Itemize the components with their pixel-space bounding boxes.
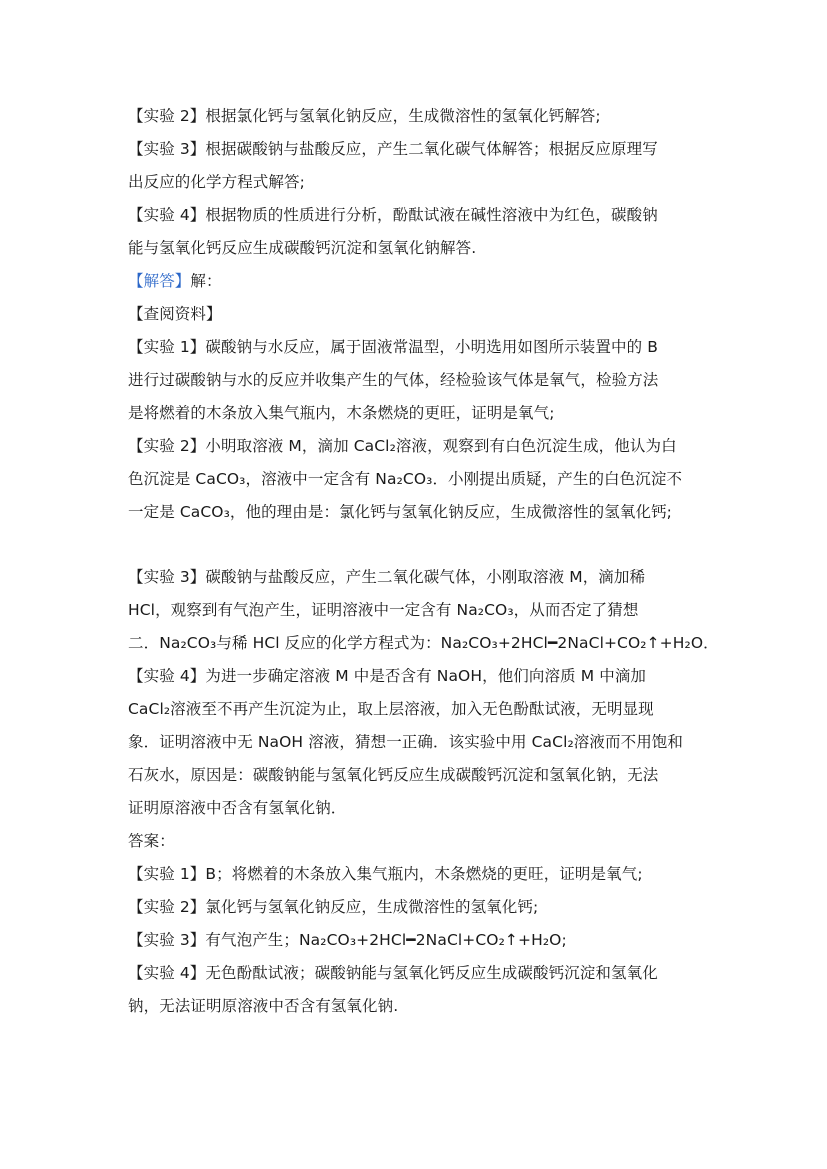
text-line: 【实验 2】氯化钙与氢氧化钠反应，生成微溶性的氢氧化钙;: [128, 898, 539, 916]
text-line: 色沉淀是 CaCO₃，溶液中一定含有 Na₂CO₃．小刚提出质疑，产生的白色沉淀不: [128, 470, 683, 488]
text-line: 【实验 4】根据物质的性质进行分析，酚酞试液在碱性溶液中为红色，碳酸钠: [128, 206, 658, 224]
text-line: CaCl₂溶液至不再产生沉淀为止，取上层溶液，加入无色酚酞试液，无明显现: [128, 700, 654, 718]
text-line: 石灰水，原因是：碳酸钠能与氢氧化钙反应生成碳酸钙沉淀和氢氧化钠，无法: [128, 766, 659, 784]
text-line: 【实验 4】无色酚酞试液；碳酸钠能与氢氧化钙反应生成碳酸钙沉淀和氢氧化: [128, 964, 658, 982]
text-line: 【实验 2】小明取溶液 M，滴加 CaCl₂溶液，观察到有白色沉淀生成，他认为白: [128, 437, 677, 455]
text-line: 【查阅资料】: [128, 305, 222, 323]
text-line: 二．Na₂CO₃与稀 HCl 反应的化学方程式为：Na₂CO₃+2HCl━2NaCl+CO₂↑+H₂O．: [128, 634, 719, 652]
text-line: 进行过碳酸钠与水的反应并收集产生的气体，经检验该气体是氧气，检验方法: [128, 371, 659, 389]
answer-heading: 【解答】: [128, 272, 191, 290]
text-line: 【实验 3】根据碳酸钠与盐酸反应，产生二氧化碳气体解答；根据反应原理写: [128, 140, 658, 158]
answer-prefix: 解：: [190, 272, 222, 290]
text-line: 出反应的化学方程式解答;: [128, 173, 305, 191]
text-line: 一定是 CaCO₃，他的理由是：氯化钙与氢氧化钠反应，生成微溶性的氢氧化钙;: [128, 503, 673, 521]
text-line: 是将燃着的木条放入集气瓶内，木条燃烧的更旺，证明是氧气;: [128, 404, 555, 422]
text-line: 钠，无法证明原溶液中否含有氢氧化钠.: [128, 997, 399, 1015]
text-line: 答案：: [128, 832, 175, 850]
text-line: 能与氢氧化钙反应生成碳酸钙沉淀和氢氧化钠解答.: [128, 239, 477, 257]
text-line: 【实验 4】为进一步确定溶液 M 中是否含有 NaOH，他们向溶质 M 中滴加: [128, 667, 647, 685]
text-line: HCl，观察到有气泡产生，证明溶液中一定含有 Na₂CO₃，从而否定了猜想: [128, 601, 639, 619]
text-line: 【实验 3】碳酸钠与盐酸反应，产生二氧化碳气体，小刚取溶液 M，滴加稀: [128, 568, 646, 586]
text-line: 【实验 3】有气泡产生；Na₂CO₃+2HCl━2NaCl+CO₂↑+H₂O;: [128, 931, 567, 949]
text-line: 象．证明溶液中无 NaOH 溶液，猜想一正确．该实验中用 CaCl₂溶液而不用饱和: [128, 733, 683, 751]
answer-heading-line: [128, 271, 708, 291]
text-line: 【实验 1】碳酸钠与水反应，属于固液常温型，小明选用如图所示装置中的 B: [128, 338, 658, 356]
text-line: 【实验 1】B；将燃着的木条放入集气瓶内，木条燃烧的更旺，证明是氧气;: [128, 865, 643, 883]
text-line: 证明原溶液中否含有氢氧化钠．: [128, 799, 347, 817]
text-line: 【实验 2】根据氯化钙与氢氧化钠反应，生成微溶性的氢氧化钙解答;: [128, 107, 601, 125]
